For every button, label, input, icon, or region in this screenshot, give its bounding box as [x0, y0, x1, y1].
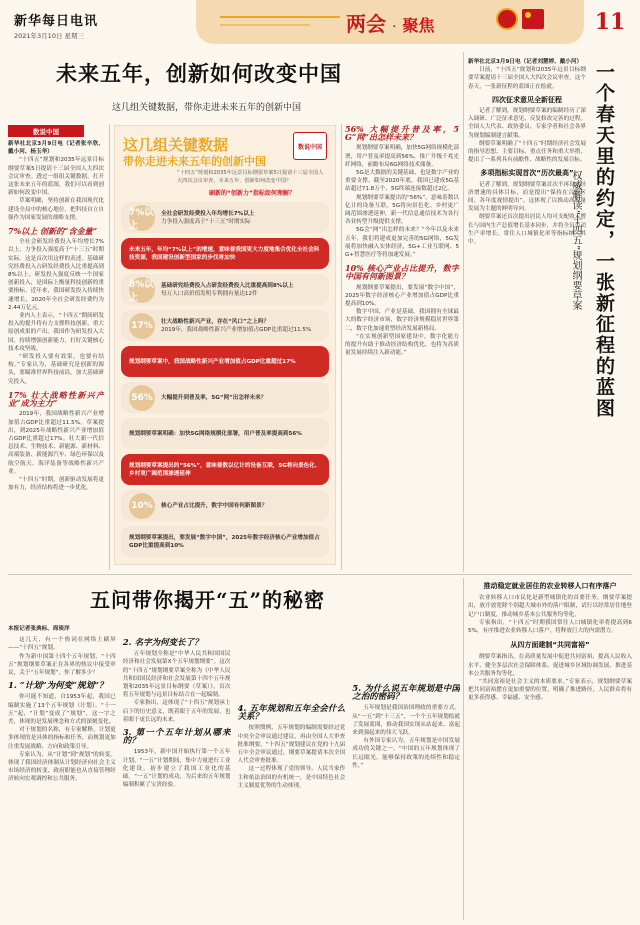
page-number: 11: [594, 9, 626, 35]
article2-a1: 你可能不知道，自1953年起，我国已编制实施了13个五年规划（计划）。“十一五”起，“计划”变成了“规划”，这一字之差，体现的是发展理念和方式的深刻变化。: [8, 694, 116, 726]
article1-subhead: 这几组关键数据，带你走进未来五年的创新中国: [112, 103, 302, 113]
band-percent: 17%: [129, 313, 155, 339]
infographic-band: [121, 418, 329, 449]
sidebar-subhead: [566, 170, 588, 420]
article2-q3: 3. 第一个五年计划从哪来的？: [122, 728, 231, 747]
band-main: 基础研究经费投入占研发经费投入比重提高到8%以上: [161, 282, 294, 289]
article1-p2: 全社会研发经费投入年均增长7%以上、力争投入强度高于“十三五”时期实际。这是首次用这样的表述。基础研究经费投入占研发经费投入比重提高到8%以上。研发投入强度反映一个国家创新投入，是国际上衡量科技创新的重要指标。近年来，我国研发投入持续快速增长，2020年全社会研发经费约为2.44万亿元。: [8, 239, 104, 311]
article1-s1: 7%以上 创新的“含金量”: [8, 226, 98, 237]
article2-col2: [123, 625, 231, 920]
article1-p4: “研发投入要有效果，也要有结构。”专家认为，基础研究是创新的源头，要瞄准世界科技前沿，加大基础研究投入。: [8, 354, 104, 385]
band-percent: 7%以上: [129, 205, 155, 231]
band-text: [129, 358, 321, 366]
article2-q1: 1. “计划”为何变“规划”？: [8, 681, 108, 692]
article1-p9: 规划纲要草案提出的“56%”，意味着数以亿计的设备互联，5G将向景色化、乡村更广阔范围渗透延伸，新一代信息通信技术为各行各业转型升级提供支撑。: [345, 194, 459, 226]
article1-p5: 2019年，我国战略性新兴产业增加值占GDP比重超过11.5%。草案提出，到2025年战略性新兴产业增加值占GDP比重超过17%。壮大新一代信息技术、生物技术、新能源、新材料、高端装备、新能源汽车、绿色环保以及航空航天、海洋装备等战略性新兴产业。: [8, 411, 104, 475]
sidebar-p3: 记者了解到，规划纲要草案首次不再设定经济增速的具体目标，而是提出“保持在合理区间、各年度视情提出”。这体现了以推动高质量发展为主题的鲜明导向。: [468, 181, 586, 213]
section-banner: 两会 · 聚焦: [196, 0, 584, 44]
sidebar-p4: 纲要草案还首次提出居民人均可支配收入增长与国内生产总值增长基本同步，并将全员劳动生产率增长、常住人口城镇化率等指标纳入其中。: [468, 214, 586, 246]
article2-a5b: 有外国专家认为，五年规划是中国发展成功的关键之一。“中国的五年规划体现了长远眼光，能够保持政策的连续性和稳定性。”: [352, 738, 460, 769]
band-text: [129, 246, 321, 262]
article2-col1: [8, 625, 116, 920]
article2-a4: 按照惯例，五年规划的编制需要经过党中央全会审议通过建议，再由全国人大审查批准纲要。“十四五”规划建议在党的十九届五中全会审议通过，纲要草案提请本次全国人代会审查批准。: [237, 725, 346, 765]
infographic-intro: “十四五”规划和2035年远景目标纲要草案5日提请十三届全国人大四次会议审查，未来五年，创新如何改变中国？: [177, 170, 324, 184]
sidebar-p2: 纲要草案明确了“十四五”时期经济社会发展的指导思想、主要目标、重点任务和重大举措，提出了一系列具有前瞻性、战略性的发展目标。: [468, 140, 586, 164]
column-tag: [8, 125, 84, 137]
article1-col1: [8, 140, 104, 560]
sidebar-p7: 纲要草案指出，在高质量发展中促进共同富裕，提高人民收入水平、健全多层次社会保障体系、促进城乡区域协调发展、推进基本公共服务均等化。: [468, 654, 632, 677]
article2-q4: 4. 五年规划和五年全会什么关系？: [237, 704, 346, 723]
article1-byline: 新华社北京3月9日电（记者张辛欣、戴小河、杨玉华）: [8, 141, 104, 156]
sidebar-subhead-text: 权威解读“十四五”规划纲要草案: [570, 170, 581, 311]
article2-a1c: 专家认为，从“计划”到“规划”的转变，体现了我国经济体制从计划经济向社会主义市场经济的转变，政府职能也从直接管理经济转向宏观调控和公共服务。: [8, 751, 116, 783]
article2-q5: 5. 为什么说五年规划是中国之治的密码？: [352, 684, 460, 703]
article2-col3: [238, 625, 346, 920]
section-prefix: 两会: [346, 12, 386, 36]
sidebar-s1: 四次征求意见全新征程: [492, 95, 562, 104]
masthead-logo: 新华每日电讯: [14, 14, 99, 29]
band-text: [161, 210, 321, 226]
infographic-title1: 这几组关键数据: [123, 136, 229, 154]
band-text: [161, 282, 321, 298]
infographic-band: [121, 238, 329, 269]
sidebar-headline: [592, 62, 634, 482]
band-note: 力争投入强度高于“十三五”时期实际: [161, 218, 251, 225]
masthead: [0, 0, 640, 52]
article2-a3: 1953年，新中国开始执行第一个五年计划。“一五”计划期间，集中力量进行工业化建设，初步建立了我国工业化的基础。“一五”计划的成功，为后来的五年规划编制积累了宝贵经验。: [122, 749, 231, 789]
infographic-subtitle: 刷新的“创新力”指标如何理解？: [209, 190, 295, 197]
band-text: [161, 502, 321, 510]
band-text: [129, 430, 321, 438]
infographic-band: [121, 526, 329, 557]
band-main: 全社会研发经费投入年均增长7%以上: [161, 210, 255, 217]
article1-s2: 17% 壮大战略性新兴产业“成为主力”: [8, 389, 104, 409]
band-note: 每万人口高价值发明专利拥有量达12件: [161, 290, 258, 297]
sidebar-p8: “共同富裕是社会主义的本质要求。”专家表示，规划纲要草案把共同富裕摆在更加重要的位置，明确了推进路径，人民群众将有更多获得感、幸福感、安全感。: [468, 679, 632, 702]
infographic-band: [121, 310, 329, 341]
sidebar-p6: 专家指出，“十四五”时期我国常住人口城镇化率将提高到65%，有序推进农业转移人口落户，将释放巨大的内需潜力。: [468, 619, 632, 635]
infographic: [114, 125, 336, 565]
article1-s4: 10% 核心产业占比提升，数字中国有何新图景？: [345, 263, 459, 282]
article1-col3: [345, 125, 459, 560]
article1-p6: “十四五”时期，创新驱动发展将更加有力，经济结构将进一步优化。: [8, 476, 104, 492]
article1-p13: “在实现创新型国家建设中，数字化能力的提升有助于推动经济结构优化，也将为高质量发展持续注入新动能。”: [345, 333, 459, 357]
article2-a4b: 这一过程体现了党的领导、人民当家作主和依法治国的有机统一，是中国特色社会主义制度优势的生动体现。: [237, 766, 346, 789]
article2-a2b: 专家指出，这体现了“十四五”规划承上启下的历史意义，既着眼于五年的发展，也着眼于更长远的未来。: [122, 700, 231, 723]
flag-icon: [522, 9, 544, 29]
band-main: 规划纲要草案中，我国战略性新兴产业增加值占GDP比重超过17%: [129, 358, 296, 365]
infographic-tag-label: 数说中国: [297, 143, 322, 151]
band-text: [161, 318, 321, 334]
band-percent: 8%以上: [129, 277, 155, 303]
article1-p1: 草案明确，坚持创新在我国现代化建设全局中的核心地位，把科技自立自强作为国家发展的战略支撑。: [8, 198, 104, 221]
band-main: 大幅提升到普及率，5G“网”出怎样未来？: [161, 394, 267, 401]
article1-p3: 业内人士表示，“十四五”期间研发投入的提升将有力支撑科技创新、重大原创成果的产出。我国作为研发投入大国，持续增强创新能力，打好关键核心技术攻坚战。: [8, 313, 104, 352]
band-text: [129, 534, 321, 550]
article2-lead: 这几天，有一个热词在网络上刷屏——“十四五”规划。: [8, 637, 116, 652]
article2-a5: 五年规划是我国治国理政的重要方式。从“一五”到“十三五”，一个个五年规划绘就了发展蓝图，推动我国实现从站起来、富起来到强起来的伟大飞跃。: [352, 705, 460, 737]
article2-headline: 五问带你揭开“五”的秘密: [90, 588, 326, 612]
band-text: [129, 462, 321, 478]
sidebar-lead: 日前，“十四五”规划和2035年远景目标纲要草案提请十三届全国人大四次会议审查。这个春天，一张新征程的蓝图正在绘就。: [468, 67, 586, 90]
infographic-band: [121, 202, 329, 233]
band-main: 壮大战略性新兴产业，存在“风口”之上吗？: [161, 318, 270, 325]
article1-p8: 5G是大数据的关键基础，也是数字产业的重要支撑。截至2020年底，我国已建成5G基站超过71.8万个，5G终端连接数超过2亿。: [345, 170, 459, 193]
infographic-band: [121, 454, 329, 485]
article2-q2: 2. 名字为何变长了？: [122, 638, 203, 648]
article2-a1b: 对于规划的名称，有专家解释，计划更多体现的是具体的指标和任务，而规划更加注重发展战略、方向和政策引导。: [8, 727, 116, 750]
column-tag-label: 数说中国: [33, 127, 59, 136]
sidebar-col2: [468, 582, 632, 920]
sidebar-byline: 新华社北京3月9日电（记者刘慧婷、戴小河）: [468, 59, 583, 65]
masthead-date: 2021年3月10日 星期三: [14, 32, 85, 40]
article1-p11: 规划纲要草案提出，要发展“数字中国”，2025年数字经济核心产业增加值占GDP比重提高到10%。: [345, 284, 459, 308]
band-percent: 56%: [129, 385, 155, 411]
article2-p1: 作为新中国第十四个五年规划，“十四五”规划纲要草案正在各界的热议中接受审议，关于“五年规划”，你了解多少？: [8, 653, 116, 677]
infographic-band: [121, 346, 329, 377]
band-main: 核心产业占比提升，数字中国有何新图景？: [161, 502, 268, 509]
band-percent: 10%: [129, 493, 155, 519]
sidebar-s3: 推动稳定就业居住的农业转移人口有序落户: [483, 582, 617, 590]
section-suffix: 聚焦: [402, 16, 435, 35]
sidebar-s2: 多项指标实现首次“历次最高”: [480, 169, 574, 178]
band-main: 规划纲要草案明确：加快5G网络规模化部署，用户普及率提高到56%: [129, 430, 302, 437]
infographic-tag: [293, 132, 327, 160]
article2-byline: 本报记者张典标、周琰洋: [8, 626, 70, 632]
band-main: 未来五年，年均“7%以上”的增速，意味着我国更大力度地集合优化全社会科技资源，我国建设创新型国家的步伐将加快: [129, 246, 320, 261]
article1-p12: 数字中国，产业是基础。我国拥有全球最大的数字经济市场，数字经济规模稳居世界第二，数字化加速重塑经济发展新格局。: [345, 309, 459, 332]
sidebar-headline-text: 一个春天里的约定，一张新征程的蓝图: [593, 62, 615, 419]
article1-p10: 5G会“网”出怎样的未来？“今年以及未来五年，我们将建成更加完善的5G网络，5G发展将加快融入实体经济，5G+工业互联网、5G+智慧医疗等将加速发展。”: [345, 227, 459, 259]
emblem-icon: [496, 8, 518, 30]
band-main: 规划纲要草案提出，要发展“数字中国”，2025年数字经济核心产业增加值占GDP比重提高到10%: [129, 534, 320, 549]
article1-lead: “十四五”规划和2035年远景目标纲要草案5日提请十三届全国人大四次会议审查。透过一组组关键数据，打开这张未来五年的蓝图，我们可以看到创新如何改变中国。: [8, 157, 104, 197]
article1-headline: 未来五年，创新如何改变中国: [56, 61, 342, 86]
infographic-band: [121, 382, 329, 413]
band-text: [161, 394, 321, 402]
band-main: 规划纲要草案提出的“56%”，意味着数以亿计的设备互联，5G将向景色化、乡村更广阔范围渗透延伸: [129, 462, 321, 477]
sidebar-p5: 农业转移人口市民化是新型城镇化的首要任务。纲要草案提出，放开放宽除个别超大城市外的落户限制，试行以经常居住地登记户口制度，推动城乡基本公共服务均等化。: [468, 595, 632, 618]
article2-col4: [352, 625, 460, 920]
infographic-band: [121, 490, 329, 521]
sidebar-p1: 记者了解到，规划纲要草案的编制经历了深入调研、广泛征求意见、反复修改完善的过程。全国人大代表、政协委员、专家学者和社会各界为规划编制建言献策。: [468, 108, 586, 139]
article2-a2: 五年规划全称是“中华人民共和国国民经济和社会发展第X个五年规划纲要”。这次的“十四五”规划纲要草案全称为《中华人民共和国国民经济和社会发展第十四个五年规划和2035年远景目标纲要（草案）》，首次将五年规划与远景目标结合在一起编制。: [122, 651, 231, 699]
article1-p7: 规划纲要草案明确，加快5G网络规模化部署，用户普及率提高到56%，推广升级千兆光纤网络，前瞻布局6G网络技术储备。: [345, 145, 459, 168]
article2-body: [8, 625, 460, 920]
article1-s3: 56% 大幅提升普及率，5G“网”出怎样未来？: [345, 125, 459, 143]
sidebar-s4: 从四方面建制“共同富裕”: [510, 641, 590, 650]
band-note: 2019年，我国战略性新兴产业增加值占GDP比重超过11.5%: [161, 326, 312, 333]
infographic-band: [121, 274, 329, 305]
infographic-title2: 带你走进未来五年的创新中国: [123, 155, 266, 168]
